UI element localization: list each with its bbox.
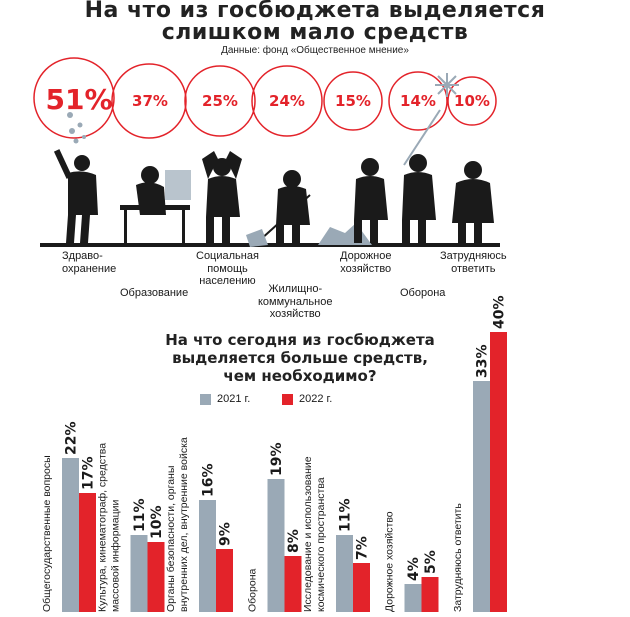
bar [199,500,216,612]
label-social: Социальная помощь населению [196,250,259,287]
label-housing: Жилищно- коммунальное хозяйство [258,283,333,320]
value-roads: 15% [335,92,371,110]
category-label: массовой информации [109,499,122,612]
source-note: Данные: фонд «Общественное мнение» [221,45,409,56]
bar [422,577,439,612]
label-health: Здраво- охранение [62,250,117,275]
legend-label-2021: 2021 г. [217,393,251,405]
category-label: внутренних дел, внутренние войска [178,437,190,612]
data-label: 22% [63,421,80,455]
data-label: 33% [474,344,491,378]
bar [336,535,353,612]
data-label: 19% [269,442,285,476]
value-undecided: 10% [454,92,490,110]
bar [216,549,233,612]
data-label: 7% [354,536,371,560]
bar [405,584,422,612]
data-label: 40% [491,295,508,329]
chart-title-line1: На что из госбюджета выделяется [84,0,546,23]
value-defense: 14% [400,92,436,110]
bar [131,535,148,612]
category-label: Общегосударственные вопросы [41,455,53,612]
value-social: 25% [202,92,238,110]
data-label: 5% [423,550,439,574]
chart-title-line2: слишком мало средств [161,20,469,45]
label-education: Образование [120,287,189,299]
bar [79,493,96,612]
label-defense: Оборона [400,287,446,299]
bar [148,542,165,612]
bar-chart-title-line2: выделяется больше средств, [172,349,428,367]
bar-chart-title-line3: чем необходимо? [223,367,377,385]
data-label: 17% [80,456,97,490]
data-label: 16% [200,463,217,497]
category-label: космического пространства [315,477,327,612]
data-label: 4% [406,557,422,581]
legend-label-2022: 2022 г. [299,393,333,405]
bar [353,563,370,612]
bar [268,479,285,612]
category-label: Дорожное хозяйство [383,511,396,612]
bar [490,332,507,612]
value-health: 51% [45,83,113,116]
bar-chart-title-line1: На что сегодня из госбюджета [165,331,435,349]
bar [62,458,79,612]
data-label: 9% [217,522,234,546]
value-education: 37% [132,92,168,110]
category-label: Культура, кинематограф, средства [96,442,109,612]
data-label: 11% [132,498,148,532]
bar [473,381,490,612]
category-label: Органы безопасности, органы [165,465,177,612]
value-housing: 24% [269,92,305,110]
data-label: 8% [286,529,302,553]
bar [285,556,302,612]
data-label: 10% [149,505,165,539]
category-label: Затрудняюсь ответить [452,503,464,612]
category-label: Исследование и использование [302,456,314,612]
category-label: Оборона [246,568,259,612]
label-undecided: Затрудняюсь ответить [440,250,507,275]
label-roads: Дорожное хозяйство [340,250,392,275]
data-label: 11% [337,498,354,532]
